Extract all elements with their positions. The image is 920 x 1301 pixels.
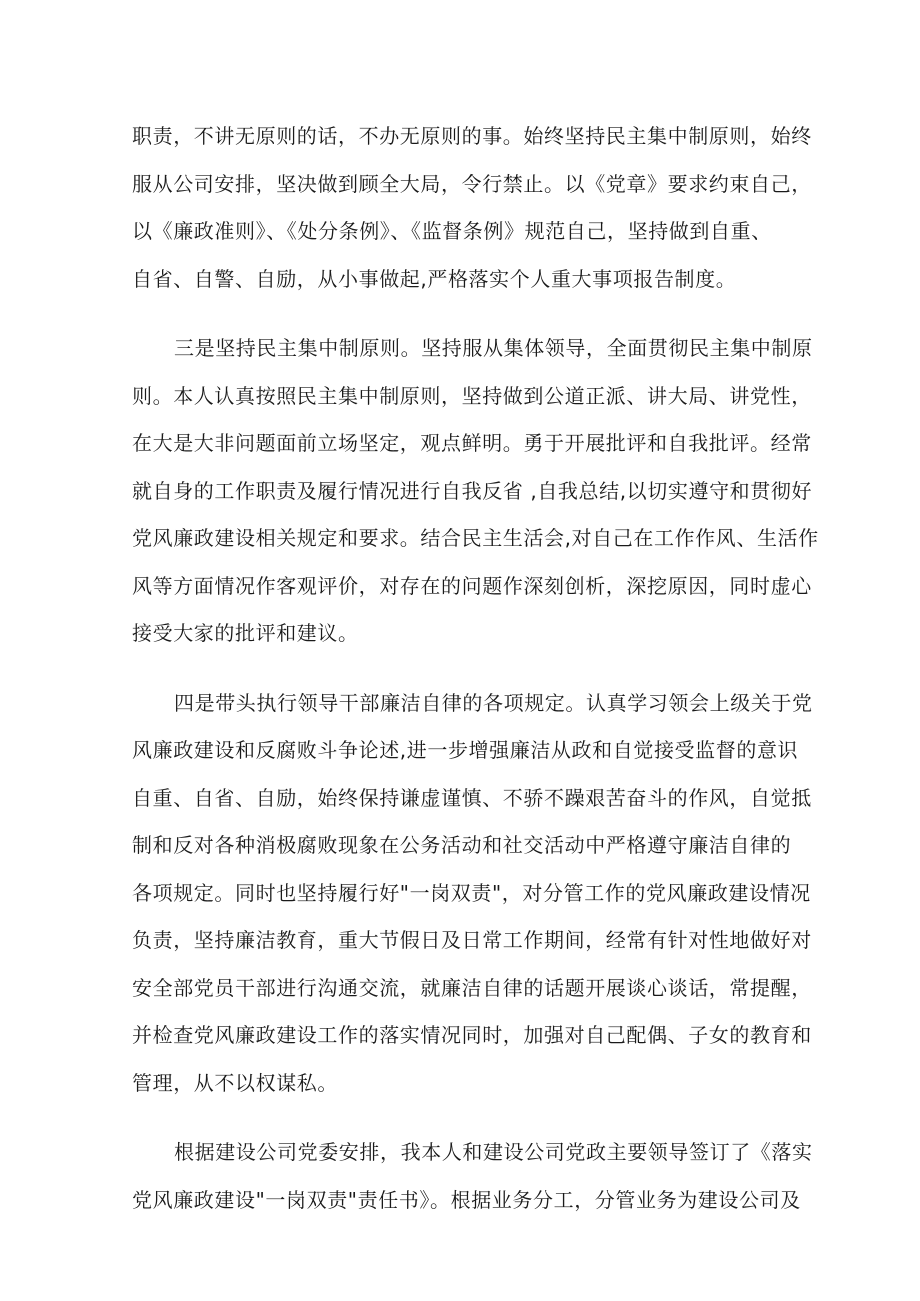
text-line: 自省、自警、自励，从小事做起,严格落实个人重大事项报告制度。	[132, 266, 737, 291]
text-line: 并检查党风廉政建设工作的落实情况同时，加强对自己配偶、子女的教育和	[132, 1023, 812, 1047]
paragraph-spacing	[132, 303, 794, 325]
text-line: 在大是大非问题面前立场坚定，观点鲜明。勇于开展批评和自我批评。经常	[132, 431, 812, 455]
text-line: 风等方面情况作客观评价，对存在的问题作深刻创析，深挖原因，同时虚心	[132, 573, 812, 598]
text-line: 党风廉政建设相关规定和要求。结合民主生活会,对自己在工作作风、生活作	[132, 526, 819, 550]
paragraph-integrity-rules	[132, 680, 813, 1108]
paragraph-spacing	[132, 1107, 794, 1129]
text-line: 服从公司安排，坚决做到顾全大局，令行禁止。以《党章》要求约束自己，	[132, 171, 812, 196]
text-line: 以《廉政准则》、《处分条例》、《监督条例》规范自己，坚持做到自重、	[132, 219, 772, 243]
paragraph-responsibility-letter	[132, 1129, 813, 1224]
text-line: 接受大家的批评和建议。	[132, 621, 359, 645]
text-line: 管理，从不以权谋私。	[132, 1070, 338, 1095]
paragraph-spacing	[132, 658, 794, 680]
text-line: 党风廉政建设"一岗双责"责任书》。根据业务分工，分管业务为建设公司及	[132, 1187, 801, 1212]
paragraph-responsibility	[132, 113, 812, 303]
text-line: 职责，不讲无原则的话，不办无原则的事。始终坚持民主集中制原则，始终	[132, 124, 812, 148]
text-line: 风廉政建设和反腐败斗争论述,进一步增强廉洁从政和自觉接受监督的意识	[132, 738, 799, 762]
text-line: 自重、自省、自励，始终保持谦虚谨慎、不骄不躁艰苦奋斗的作风，自觉抵	[132, 785, 812, 810]
text-line: 则。本人认真按照民主集中制原则，坚持做到公道正派、讲大局、讲党性，	[132, 383, 812, 408]
paragraph-democratic-centralism	[132, 325, 819, 658]
text-line: 三是坚持民主集中制原则。坚持服从集体领导，全面贯彻民主集中制原	[174, 336, 813, 360]
text-line: 安全部党员干部进行沟通交流，就廉洁自律的话题开展谈心谈话，常提醒，	[132, 975, 812, 1000]
text-line: 制和反对各种消极腐败现象在公务活动和社交活动中严格遵守廉洁自律的	[132, 833, 792, 857]
text-line: 就自身的工作职责及履行情况进行自我反省 ,自我总结,以切实遵守和贯彻好	[132, 478, 813, 503]
text-line: 各项规定。同时也坚持履行好"一岗双责"，对分管工作的党风廉政建设情况	[132, 880, 811, 905]
text-line: 负责，坚持廉洁教育，重大节假日及日常工作期间，经常有针对性地做好对	[132, 928, 812, 952]
text-line: 根据建设公司党委安排，我本人和建设公司党政主要领导签订了《落实	[174, 1140, 813, 1164]
text-line: 四是带头执行领导干部廉洁自律的各项规定。认真学习领会上级关于党	[174, 690, 813, 715]
document-body	[132, 113, 819, 1224]
